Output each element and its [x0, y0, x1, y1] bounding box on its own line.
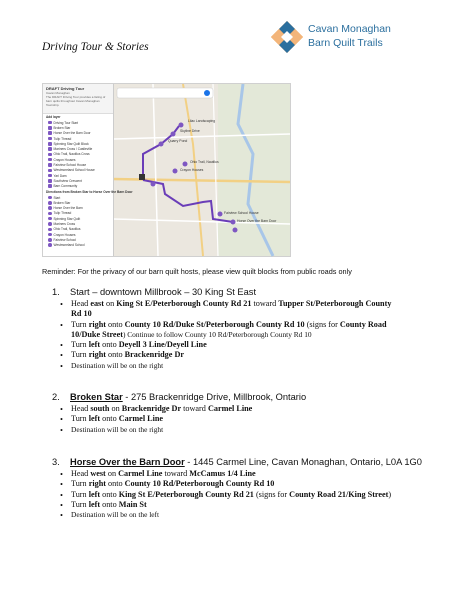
waypoint-icon — [48, 238, 52, 242]
list-item: Mariners Cross — [43, 221, 113, 226]
map-marker-label: Crayon Houses — [180, 168, 204, 172]
map-layer1-list — [43, 120, 113, 189]
marker-icon — [48, 142, 52, 146]
waypoint-icon — [48, 196, 52, 200]
list-item: Spinning Star Quilt Block — [43, 141, 113, 146]
list-item: Tulip Thread — [43, 136, 113, 141]
marker-icon — [48, 153, 52, 157]
barn-quilt-logo-icon — [270, 20, 304, 54]
map-side-panel — [43, 84, 133, 256]
list-item: Barn Community — [43, 184, 113, 189]
list-item: Broken Star — [43, 125, 113, 130]
list-item: Southview Crescent — [43, 178, 113, 183]
map-panel-description: The DRAFT Driving Tour provides a listing of barn quilts throughout Cavan Monaghan Township. — [46, 95, 106, 107]
map-marker-label: Lilac Landscaping — [188, 119, 216, 123]
direction-item: • Turn right onto Brackenridge Dr — [60, 350, 400, 360]
marker-icon — [48, 163, 52, 167]
list-item: Yarl Dam — [43, 173, 113, 178]
direction-item: • Turn right onto County 10 Rd/Duke St/Peterborough County Rd 10 (signs for County Road 10/Duke Street) Continue to follow County 10 Rd/Peterborough County Rd 10 — [60, 320, 400, 341]
list-item: Start — [43, 195, 113, 200]
logo-line2: Barn Quilt Trails — [308, 37, 383, 49]
logo-line1: Cavan Monaghan — [308, 23, 391, 35]
map-panel-header — [43, 84, 113, 114]
list-item: Crayon Houses — [43, 232, 113, 237]
list-item: Driving Tour Start — [43, 120, 113, 125]
direction-item: • Turn left onto King St E/Peterborough County Rd 21 (signs for County Road 21/King Street) — [60, 490, 400, 500]
page-title: Driving Tour & Stories — [42, 41, 149, 53]
direction-item: • Turn right onto County 10 Rd/Peterborough County Rd 10 — [60, 479, 400, 489]
waypoint-icon — [48, 243, 52, 247]
direction-item: • Destination will be on the left — [60, 510, 400, 520]
direction-item: • Destination will be on the right — [60, 425, 400, 435]
route-map — [42, 83, 291, 257]
marker-icon — [48, 147, 52, 151]
list-item: Westmoreland School — [43, 243, 113, 248]
marker-icon — [48, 131, 52, 135]
step-1-heading: 1. Start – downtown Millbrook – 30 King St East — [52, 287, 257, 297]
map-marker-label: Quarry Pond — [168, 139, 188, 143]
marker-icon — [48, 184, 52, 188]
marker-icon — [48, 158, 52, 162]
marker-icon — [48, 137, 52, 141]
map-layer2-list — [43, 195, 113, 248]
map-panel-subtitle: Cavan Monaghan — [46, 91, 70, 95]
direction-item: • Turn left onto Deyell 3 Line/Deyell Line — [60, 340, 400, 350]
marker-icon — [48, 179, 52, 183]
list-item: Broken Star — [43, 200, 113, 205]
direction-item: • Head south on Brackenridge Dr toward Carmel Line — [60, 404, 400, 414]
waypoint-icon — [48, 201, 52, 205]
list-item: Westmoreland School House — [43, 168, 113, 173]
direction-item: • Turn left onto Carmel Line — [60, 414, 400, 424]
waypoint-icon — [48, 222, 52, 226]
waypoint-icon — [48, 206, 52, 210]
map-marker-label: Ohio Trail, Nautilus — [190, 160, 219, 164]
map-marker-label: Skyline Drive — [180, 129, 200, 133]
list-item: Horse Over the Barn — [43, 205, 113, 210]
horse-over-barn-door-link[interactable]: Horse Over the Barn Door — [70, 457, 185, 467]
list-item: Crayon Houses — [43, 157, 113, 162]
privacy-reminder: Reminder: For the privacy of our barn quilt hosts, please view quilt blocks from public roads only — [42, 267, 352, 276]
step-3-heading: 3. Horse Over the Barn Door - 1445 Carmel Line, Cavan Monaghan, Ontario, L0A 1G0 — [52, 457, 422, 467]
broken-star-link[interactable]: Broken Star — [70, 392, 123, 402]
list-item: Ohio Trail, Nautilus Cross — [43, 152, 113, 157]
map-marker-label: Horse Over the Barn Door — [237, 219, 277, 223]
waypoint-icon — [48, 212, 52, 216]
marker-icon — [48, 126, 52, 130]
direction-item: • Head east on King St E/Peterborough County Rd 21 toward Tupper St/Peterborough County Rd 10 — [60, 299, 400, 320]
direction-item: • Turn left onto Main St — [60, 500, 400, 510]
map-marker-label: Fairview School House — [224, 211, 259, 215]
list-item: Tulip Thread — [43, 211, 113, 216]
waypoint-icon — [48, 217, 52, 221]
logo — [270, 20, 430, 66]
list-item: Fairview School House — [43, 162, 113, 167]
step-1-directions — [60, 299, 400, 371]
step-2-directions — [60, 404, 400, 435]
map-layer1-label: Add layer — [46, 115, 61, 119]
step-2-heading: 2. Broken Star - 275 Brackenridge Drive, Millbrook, Ontario — [52, 392, 307, 402]
map-layer2-label: Directions from Broken Star to Horse Over the Barn Door — [46, 189, 133, 194]
map-panel-title: DRAFT Driving Tour — [46, 86, 85, 91]
marker-icon — [48, 174, 52, 178]
list-item: Fairview School — [43, 237, 113, 242]
marker-icon — [48, 169, 52, 173]
waypoint-icon — [48, 228, 52, 232]
direction-item: • Head west on Carmel Line toward McCamus 1/4 Line — [60, 469, 400, 479]
list-item: Spinning Star Quilt — [43, 216, 113, 221]
list-item: Horse Over the Barn Door — [43, 131, 113, 136]
step-3-directions — [60, 469, 400, 520]
waypoint-icon — [48, 233, 52, 237]
list-item: Ohio Trail, Nautilus — [43, 227, 113, 232]
direction-item: • Destination will be on the right — [60, 361, 400, 371]
marker-icon — [48, 121, 52, 125]
list-item: Mariners Cross / Castleville — [43, 146, 113, 151]
